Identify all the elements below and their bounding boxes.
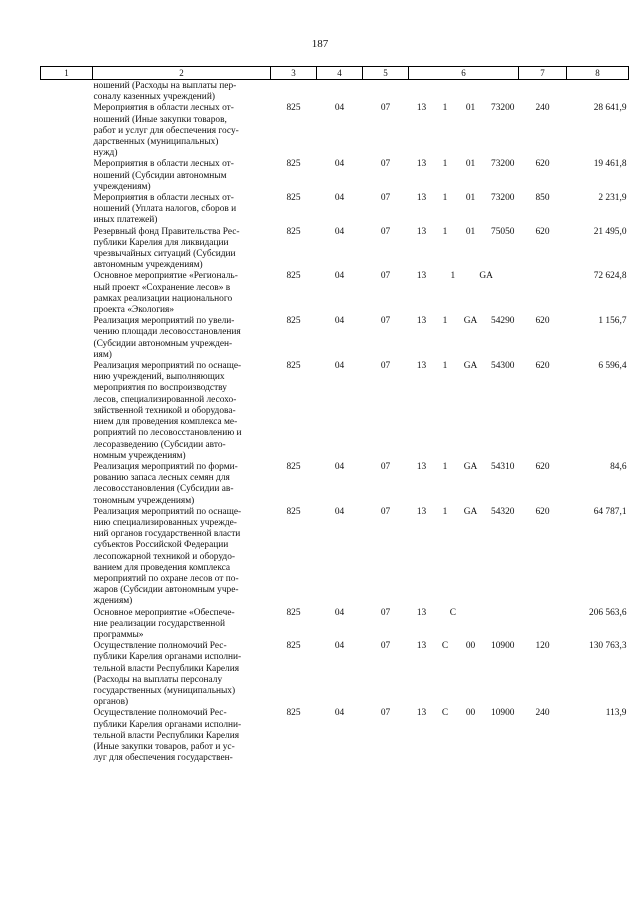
ministry-code: 825 xyxy=(286,316,301,327)
ministry-code: 825 xyxy=(286,506,301,517)
row-description: Основное мероприятие «Региональ- ный проект «Сохранение лесов» в рамках реализации национального проекта «Экология» xyxy=(93,271,238,316)
target-article-code xyxy=(409,80,519,104)
expense-type-code: 240 xyxy=(535,708,550,719)
section-code xyxy=(317,80,363,104)
target-article-code xyxy=(409,361,519,462)
table-row xyxy=(41,271,629,316)
amount: 19 461,8 xyxy=(593,159,627,170)
subsection-code: 07 xyxy=(380,506,391,517)
expense-type-code: 620 xyxy=(535,159,550,170)
event-code: GA xyxy=(463,461,478,472)
section-code: 04 xyxy=(334,607,345,618)
event-code: GA xyxy=(463,316,478,327)
col-header-5: 5 xyxy=(363,67,409,80)
subprogram-code: 1 xyxy=(442,461,448,472)
amount: 113,9 xyxy=(605,708,627,719)
program-code: 13 xyxy=(416,316,427,327)
subprogram-code: 1 xyxy=(442,316,448,327)
col-header-4: 4 xyxy=(317,67,363,80)
target-article-code xyxy=(409,608,519,642)
direction-code: 10900 xyxy=(491,708,515,719)
target-article-code xyxy=(409,507,519,608)
section-code: 04 xyxy=(334,193,345,204)
col-header-2: 2 xyxy=(93,67,271,80)
table-row xyxy=(41,159,629,193)
section-code: 04 xyxy=(334,271,345,282)
amount: 72 624,8 xyxy=(593,271,627,282)
direction-code: 75050 xyxy=(491,226,515,237)
page-number: 187 xyxy=(311,38,329,50)
subprogram-code: С xyxy=(449,607,456,618)
row-description: ношений (Расходы на выплаты пер- соналу казенных учреждений) xyxy=(93,81,237,103)
direction-code: 73200 xyxy=(491,193,515,204)
expense-type-code: 120 xyxy=(535,641,550,652)
subsection-code: 07 xyxy=(380,226,391,237)
amount: 206 563,6 xyxy=(589,607,627,618)
ministry-code: 825 xyxy=(286,159,301,170)
event-code: 01 xyxy=(465,103,476,114)
subsection-code: 07 xyxy=(380,159,391,170)
subsection-code: 07 xyxy=(380,708,391,719)
direction-code: 10900 xyxy=(491,641,515,652)
subsection-code: 07 xyxy=(380,461,391,472)
table-row xyxy=(41,193,629,227)
column-number-row xyxy=(41,67,629,80)
subsection-code xyxy=(363,80,409,104)
subsection-code: 07 xyxy=(380,607,391,618)
direction-code: 54310 xyxy=(491,461,515,472)
expense-type-code: 620 xyxy=(535,226,550,237)
amount: 1 156,7 xyxy=(598,316,627,327)
ministry-code xyxy=(271,80,317,104)
section-code: 04 xyxy=(334,103,345,114)
target-article-code xyxy=(409,641,519,708)
amount: 64 787,1 xyxy=(593,506,627,517)
row-description: Реализация мероприятий по оснаще- нию учреждений, выполняющих мероприятия по воспроизводству лесов, специализированной лесохо- зяйственной техникой и оборудова- нием для проведения комплекса ме- роприятий по лесовосстановлению и лесоразведению (Субсидии авто- номным учреждениям) xyxy=(93,361,242,461)
amount: 6 596,4 xyxy=(598,361,627,372)
table-row xyxy=(41,80,629,104)
budget-table xyxy=(40,66,629,764)
subsection-code: 07 xyxy=(380,271,391,282)
subprogram-code: С xyxy=(441,708,449,719)
expense-type-code xyxy=(519,271,567,316)
col-header-3: 3 xyxy=(271,67,317,80)
event-code: 01 xyxy=(465,193,476,204)
subsection-code: 07 xyxy=(380,641,391,652)
subsection-code: 07 xyxy=(380,316,391,327)
subprogram-code: 1 xyxy=(450,271,456,282)
program-code: 13 xyxy=(416,461,427,472)
section-code: 04 xyxy=(334,506,345,517)
event-code: GA xyxy=(463,506,478,517)
row-description: Мероприятия в области лесных от- ношений (Субсидии автономным учреждениям) xyxy=(93,159,234,192)
program-code: 13 xyxy=(416,103,427,114)
event-code: 01 xyxy=(465,226,476,237)
section-code: 04 xyxy=(334,641,345,652)
ministry-code: 825 xyxy=(286,271,301,282)
direction-code: 73200 xyxy=(491,103,515,114)
expense-type-code: 620 xyxy=(535,461,550,472)
subprogram-code: 1 xyxy=(442,159,448,170)
row-description: Осуществление полномочий Рес- публики Карелия органами исполни- тельной власти Республики Карелия (Расходы на выплаты персоналу государственных (муниципальных) органов) xyxy=(93,641,242,708)
subprogram-code: 1 xyxy=(442,103,448,114)
program-code: 13 xyxy=(416,193,427,204)
subprogram-code: 1 xyxy=(442,506,448,517)
col-header-6: 6 xyxy=(409,67,519,80)
table-row xyxy=(41,708,629,764)
expense-type-code: 240 xyxy=(535,103,550,114)
subprogram-code: 1 xyxy=(442,361,448,372)
subprogram-code: С xyxy=(441,641,449,652)
col-header-1: 1 xyxy=(41,67,93,80)
expense-type-code: 850 xyxy=(535,193,550,204)
row-description: Мероприятия в области лесных от- ношений (Иные закупки товаров, работ и услуг для обеспечения госу- дарственных (муниципальных) нужд) xyxy=(93,103,239,159)
amount xyxy=(567,80,629,104)
program-code: 13 xyxy=(416,607,427,618)
program-code: 13 xyxy=(416,506,427,517)
target-article-code xyxy=(409,103,519,159)
col-header-8: 8 xyxy=(567,67,629,80)
subprogram-code: 1 xyxy=(442,193,448,204)
amount: 28 641,9 xyxy=(593,103,627,114)
table-row xyxy=(41,608,629,642)
row-description: Реализация мероприятий по форми- рованию запаса лесных семян для лесовосстановления (Субсидии ав- тономным учреждениям) xyxy=(93,461,238,506)
target-article-code xyxy=(409,193,519,227)
row-description: Реализация мероприятий по оснаще- нию специализированных учрежде- ний органов государственной власти субъектов Российской Федерации лесопожарной техникой и оборудо- ванием для проведения комплекса мероприятий по охране лесов от по- жаров (Субсидии автономным учре- ждениям) xyxy=(93,506,242,607)
target-article-code xyxy=(409,708,519,764)
direction-code: 73200 xyxy=(491,159,515,170)
program-code: 13 xyxy=(416,708,427,719)
program-code: 13 xyxy=(416,271,427,282)
row-description: Реализация мероприятий по увели- чению площади лесовосстановления (Субсидии автономным учрежден- иям) xyxy=(93,316,241,360)
expense-type-code xyxy=(519,608,567,642)
ministry-code: 825 xyxy=(286,226,301,237)
direction-code: 54320 xyxy=(491,506,515,517)
row-description: Мероприятия в области лесных от- ношений (Уплата налогов, сборов и иных платежей) xyxy=(93,193,237,226)
subprogram-code: 1 xyxy=(442,226,448,237)
table-row xyxy=(41,227,629,272)
subsection-code: 07 xyxy=(380,103,391,114)
row-description: Осуществление полномочий Рес- публики Карелия органами исполни- тельной власти Республики Карелия (Иные закупки товаров, работ и ус- луг для обеспечения государствен- xyxy=(93,708,242,764)
table-body xyxy=(41,80,629,765)
program-code: 13 xyxy=(416,641,427,652)
section-code: 04 xyxy=(334,159,345,170)
target-article-code xyxy=(409,316,519,361)
ministry-code: 825 xyxy=(286,641,301,652)
ministry-code: 825 xyxy=(286,193,301,204)
event-code xyxy=(477,608,495,619)
ministry-code: 825 xyxy=(286,607,301,618)
ministry-code: 825 xyxy=(286,708,301,719)
section-code: 04 xyxy=(334,461,345,472)
target-article-code xyxy=(409,462,519,507)
col-header-7: 7 xyxy=(519,67,567,80)
table-row xyxy=(41,361,629,462)
row-description: Резервный фонд Правительства Рес- публики Карелия для ликвидации чрезвычайных ситуаций (Субсидии автономным учреждениям) xyxy=(93,226,240,271)
target-article-code xyxy=(409,159,519,193)
expense-type-code: 620 xyxy=(535,506,550,517)
subsection-code: 07 xyxy=(380,361,391,372)
expense-type-code: 620 xyxy=(535,316,550,327)
expense-type-code xyxy=(519,80,567,104)
ministry-code: 825 xyxy=(286,361,301,372)
program-code: 13 xyxy=(416,361,427,372)
section-code: 04 xyxy=(334,226,345,237)
target-article-code xyxy=(409,227,519,272)
direction-code: 54300 xyxy=(491,361,515,372)
amount: 2 231,9 xyxy=(598,193,627,204)
program-code: 13 xyxy=(416,159,427,170)
expense-type-code: 620 xyxy=(535,361,550,372)
event-code: GA xyxy=(479,271,493,282)
target-article-code xyxy=(409,271,519,316)
amount: 84,6 xyxy=(610,461,627,472)
event-code: 00 xyxy=(465,708,476,719)
table-row xyxy=(41,641,629,708)
event-code: 01 xyxy=(465,159,476,170)
row-description: Основное мероприятие «Обеспече- ние реализации государственной программы» xyxy=(93,607,235,640)
ministry-code: 825 xyxy=(286,103,301,114)
section-code: 04 xyxy=(334,361,345,372)
program-code: 13 xyxy=(416,226,427,237)
direction-code: 54290 xyxy=(491,316,515,327)
subsection-code: 07 xyxy=(380,193,391,204)
amount: 21 495,0 xyxy=(593,226,627,237)
section-code: 04 xyxy=(334,708,345,719)
section-code: 04 xyxy=(334,316,345,327)
table-row xyxy=(41,507,629,608)
event-code: 00 xyxy=(465,641,476,652)
event-code: GA xyxy=(463,361,478,372)
amount: 130 763,3 xyxy=(589,641,627,652)
table-row xyxy=(41,316,629,361)
ministry-code: 825 xyxy=(286,461,301,472)
table-row xyxy=(41,103,629,159)
table-row xyxy=(41,462,629,507)
